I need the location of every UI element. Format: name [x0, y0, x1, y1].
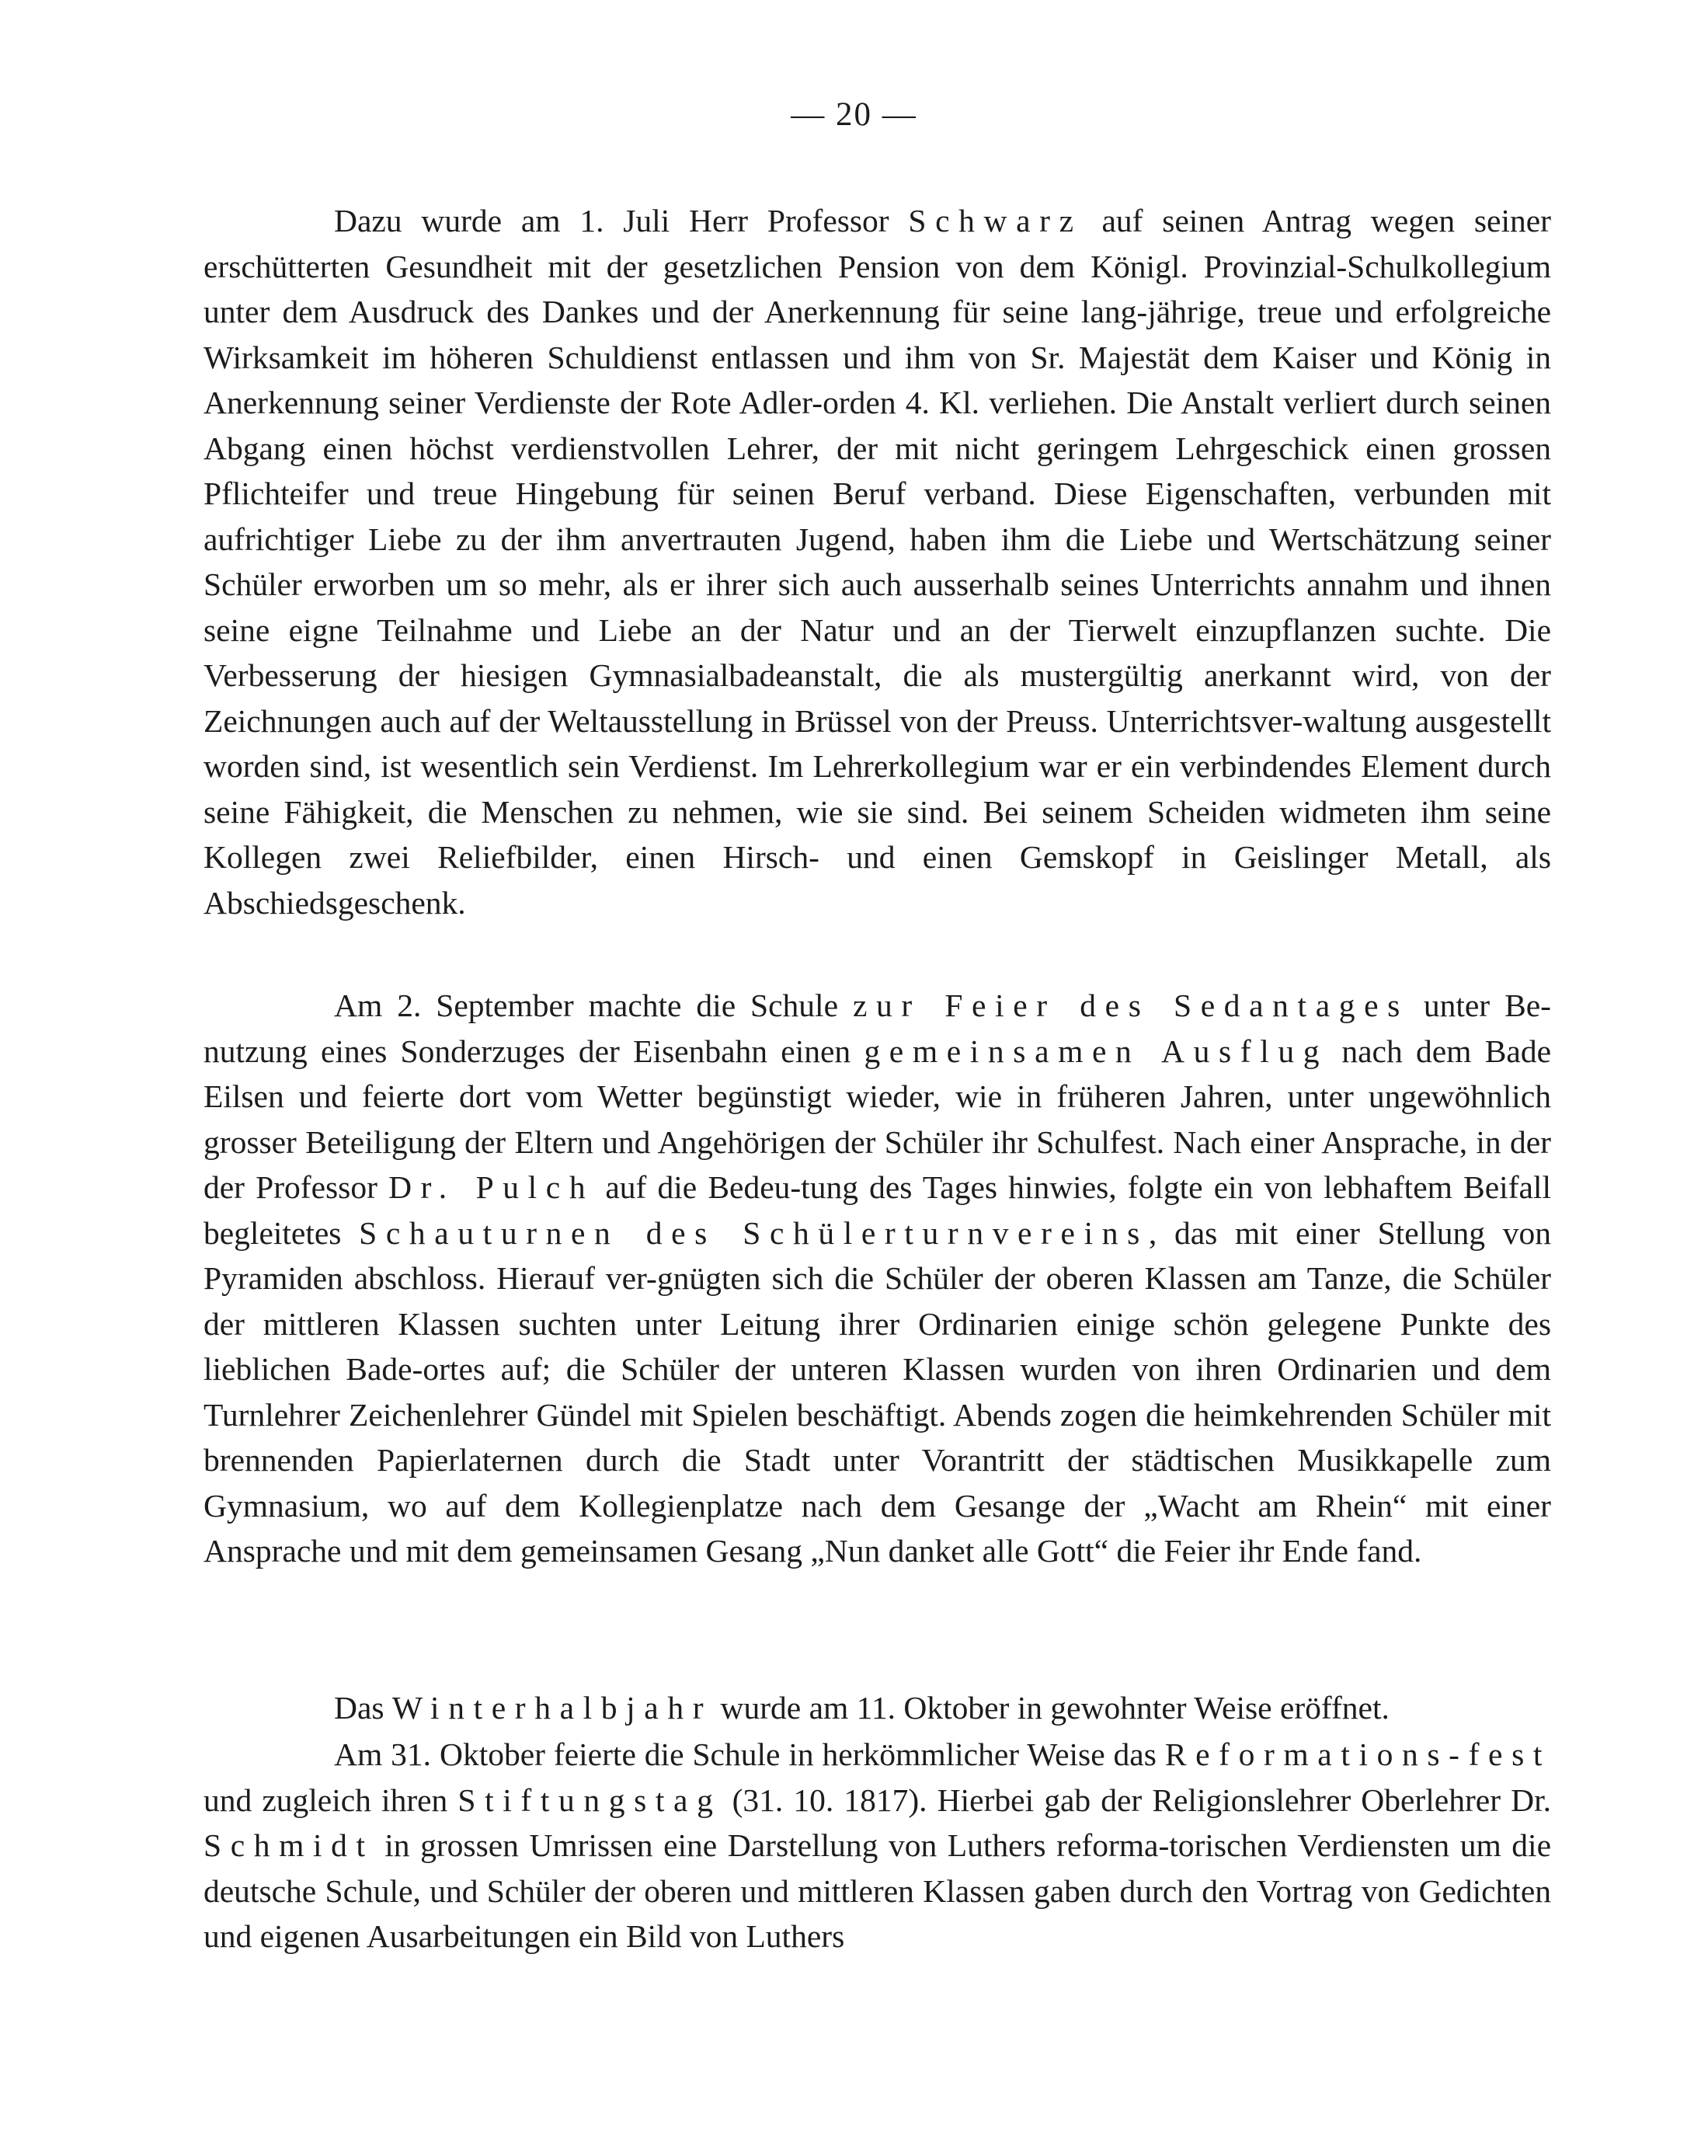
text-segment: nach dem Bade Eilsen und feierte dort vom Wetter begünstigt wieder, wie in früheren Jahren, unter ungewöhnlich grosser Beteiligung der Eltern und Angehörigen der Schüler ihr Schulfest. Nach einer Ansprache, in der der Professor	[203, 1033, 1552, 1205]
spaced-emphasis: Schauturnen des Schülerturnvereins	[359, 1214, 1149, 1251]
spaced-name-pulch: Dr. Pulch	[388, 1169, 595, 1205]
text-segment: und zugleich ihren	[203, 1782, 458, 1818]
text-segment: auf seinen Antrag wegen seiner erschütterten Gesundheit mit der gesetzlichen Pension von dem Königl. Provinzial-Schulkollegium unter dem Ausdruck des Dankes und der Anerkennung für seine lang-jährige, treue und erfolgreiche Wirksamkeit im höheren Schuldienst entlassen und ihm von Sr. Majestät dem Kaiser und König in Anerkennung seiner Verdienste der Rote Adler-orden 4. Kl. verliehen. Die Anstalt verliert durch seinen Abgang einen höchst verdienstvollen Lehrer, der mit nicht geringem Lehrgeschick einen grossen Pflichteifer und treue Hingebung für seinen Beruf verband. Diese Eigenschaften, verbunden mit aufrichtiger Liebe zu der ihm anvertrauten Jugend, haben ihm die Liebe und Wertschätzung seiner Schüler erworben um so mehr, als er ihrer sich auch ausserhalb seines Unterrichts annahm und ihnen seine eigne Teilnahme und Liebe an der Natur und an der Tierwelt einzupflanzen suchte. Die Verbesserung der hiesigen Gymnasialbadeanstalt, die als mustergültig anerkannt wird, von der Zeichnungen auch auf der Weltausstellung in Brüssel von der Preuss. Unterrichtsver-waltung ausgestellt worden sind, ist wesentlich sein Verdienst. Im Lehrerkollegium war er ein verbindendes Element durch seine Fähigkeit, die Menschen zu nehmen, wie sie sind. Bei seinem Scheiden widmeten ihm seine Kollegen zwei Reliefbilder, einen Hirsch- und einen Gemskopf in Geislinger Metall, als Abschiedsgeschenk.	[203, 203, 1551, 921]
paragraph-reformation-day	[203, 1732, 1551, 1959]
text-segment: auf die Bedeu-tung des Tages hinwies, folgte ein von lebhaftem Beifall begleitetes	[203, 1169, 1551, 1251]
text-segment: in grossen Umrissen eine Darstellung von Luthers reforma-torischen Verdiensten um die deutsche Schule, und Schüler der oberen und mittleren Klassen gaben durch den Vortrag von Gedichten und eigenen Ausarbeitungen ein Bild von Luthers	[203, 1827, 1551, 1954]
page-number: — 20 —	[791, 96, 917, 133]
text-segment: Am 2. September machte die Schule	[334, 987, 853, 1023]
spaced-emphasis: Winterhalbjahr	[391, 1690, 713, 1726]
paragraph-sedan-day	[203, 983, 1551, 1574]
spaced-name-schwarz: Schwarz	[908, 203, 1083, 239]
spaced-emphasis: Stiftungstag	[457, 1782, 722, 1818]
text-segment: Dazu wurde am 1. Juli Herr Professor	[334, 203, 909, 239]
spaced-emphasis: zur Feier des Sedantages	[852, 987, 1409, 1023]
text-segment: unter Be-nutzung eines Sonderzuges der Eisenbahn einen	[203, 987, 1551, 1069]
spaced-emphasis: gemeinsamen Ausflug	[864, 1033, 1329, 1069]
paragraph-winter-semester	[203, 1685, 1551, 1731]
text-segment: (31. 10. 1817). Hierbei gab der Religionslehrer Oberlehrer Dr.	[722, 1782, 1551, 1818]
paragraph-schwarz-retirement	[203, 198, 1551, 925]
text-segment: Das	[334, 1690, 392, 1726]
text-segment: wurde am 11. Oktober in gewohnter Weise eröffnet.	[712, 1690, 1390, 1726]
spaced-emphasis: Reformations-fest	[1164, 1736, 1551, 1772]
spaced-name-schmidt: Schmidt	[203, 1827, 374, 1863]
text-segment: Am 31. Oktober feierte die Schule in herkömmlicher Weise das	[334, 1736, 1165, 1772]
text-segment: , das mit einer Stellung von Pyramiden abschloss. Hierauf ver-gnügten sich die Schüler der oberen Klassen am Tanze, die Schüler der mittleren Klassen suchten unter Leitung ihrer Ordinarien einige schön gelegene Punkte des lieblichen Bade-ortes auf; die Schüler der unteren Klassen wurden von ihren Ordinarien und dem Turnlehrer Zeichenlehrer Gündel mit Spielen beschäftigt. Abends zogen die heimkehrenden Schüler mit brennenden Papierlaternen durch die Stadt unter Vorantritt der städtischen Musikkapelle zum Gymnasium, wo auf dem Kollegienplatze nach dem Gesange der „Wacht am Rhein“ mit einer Ansprache und mit dem gemeinsamen Gesang „Nun danket alle Gott“ die Feier ihr Ende fand.	[203, 1214, 1551, 1569]
